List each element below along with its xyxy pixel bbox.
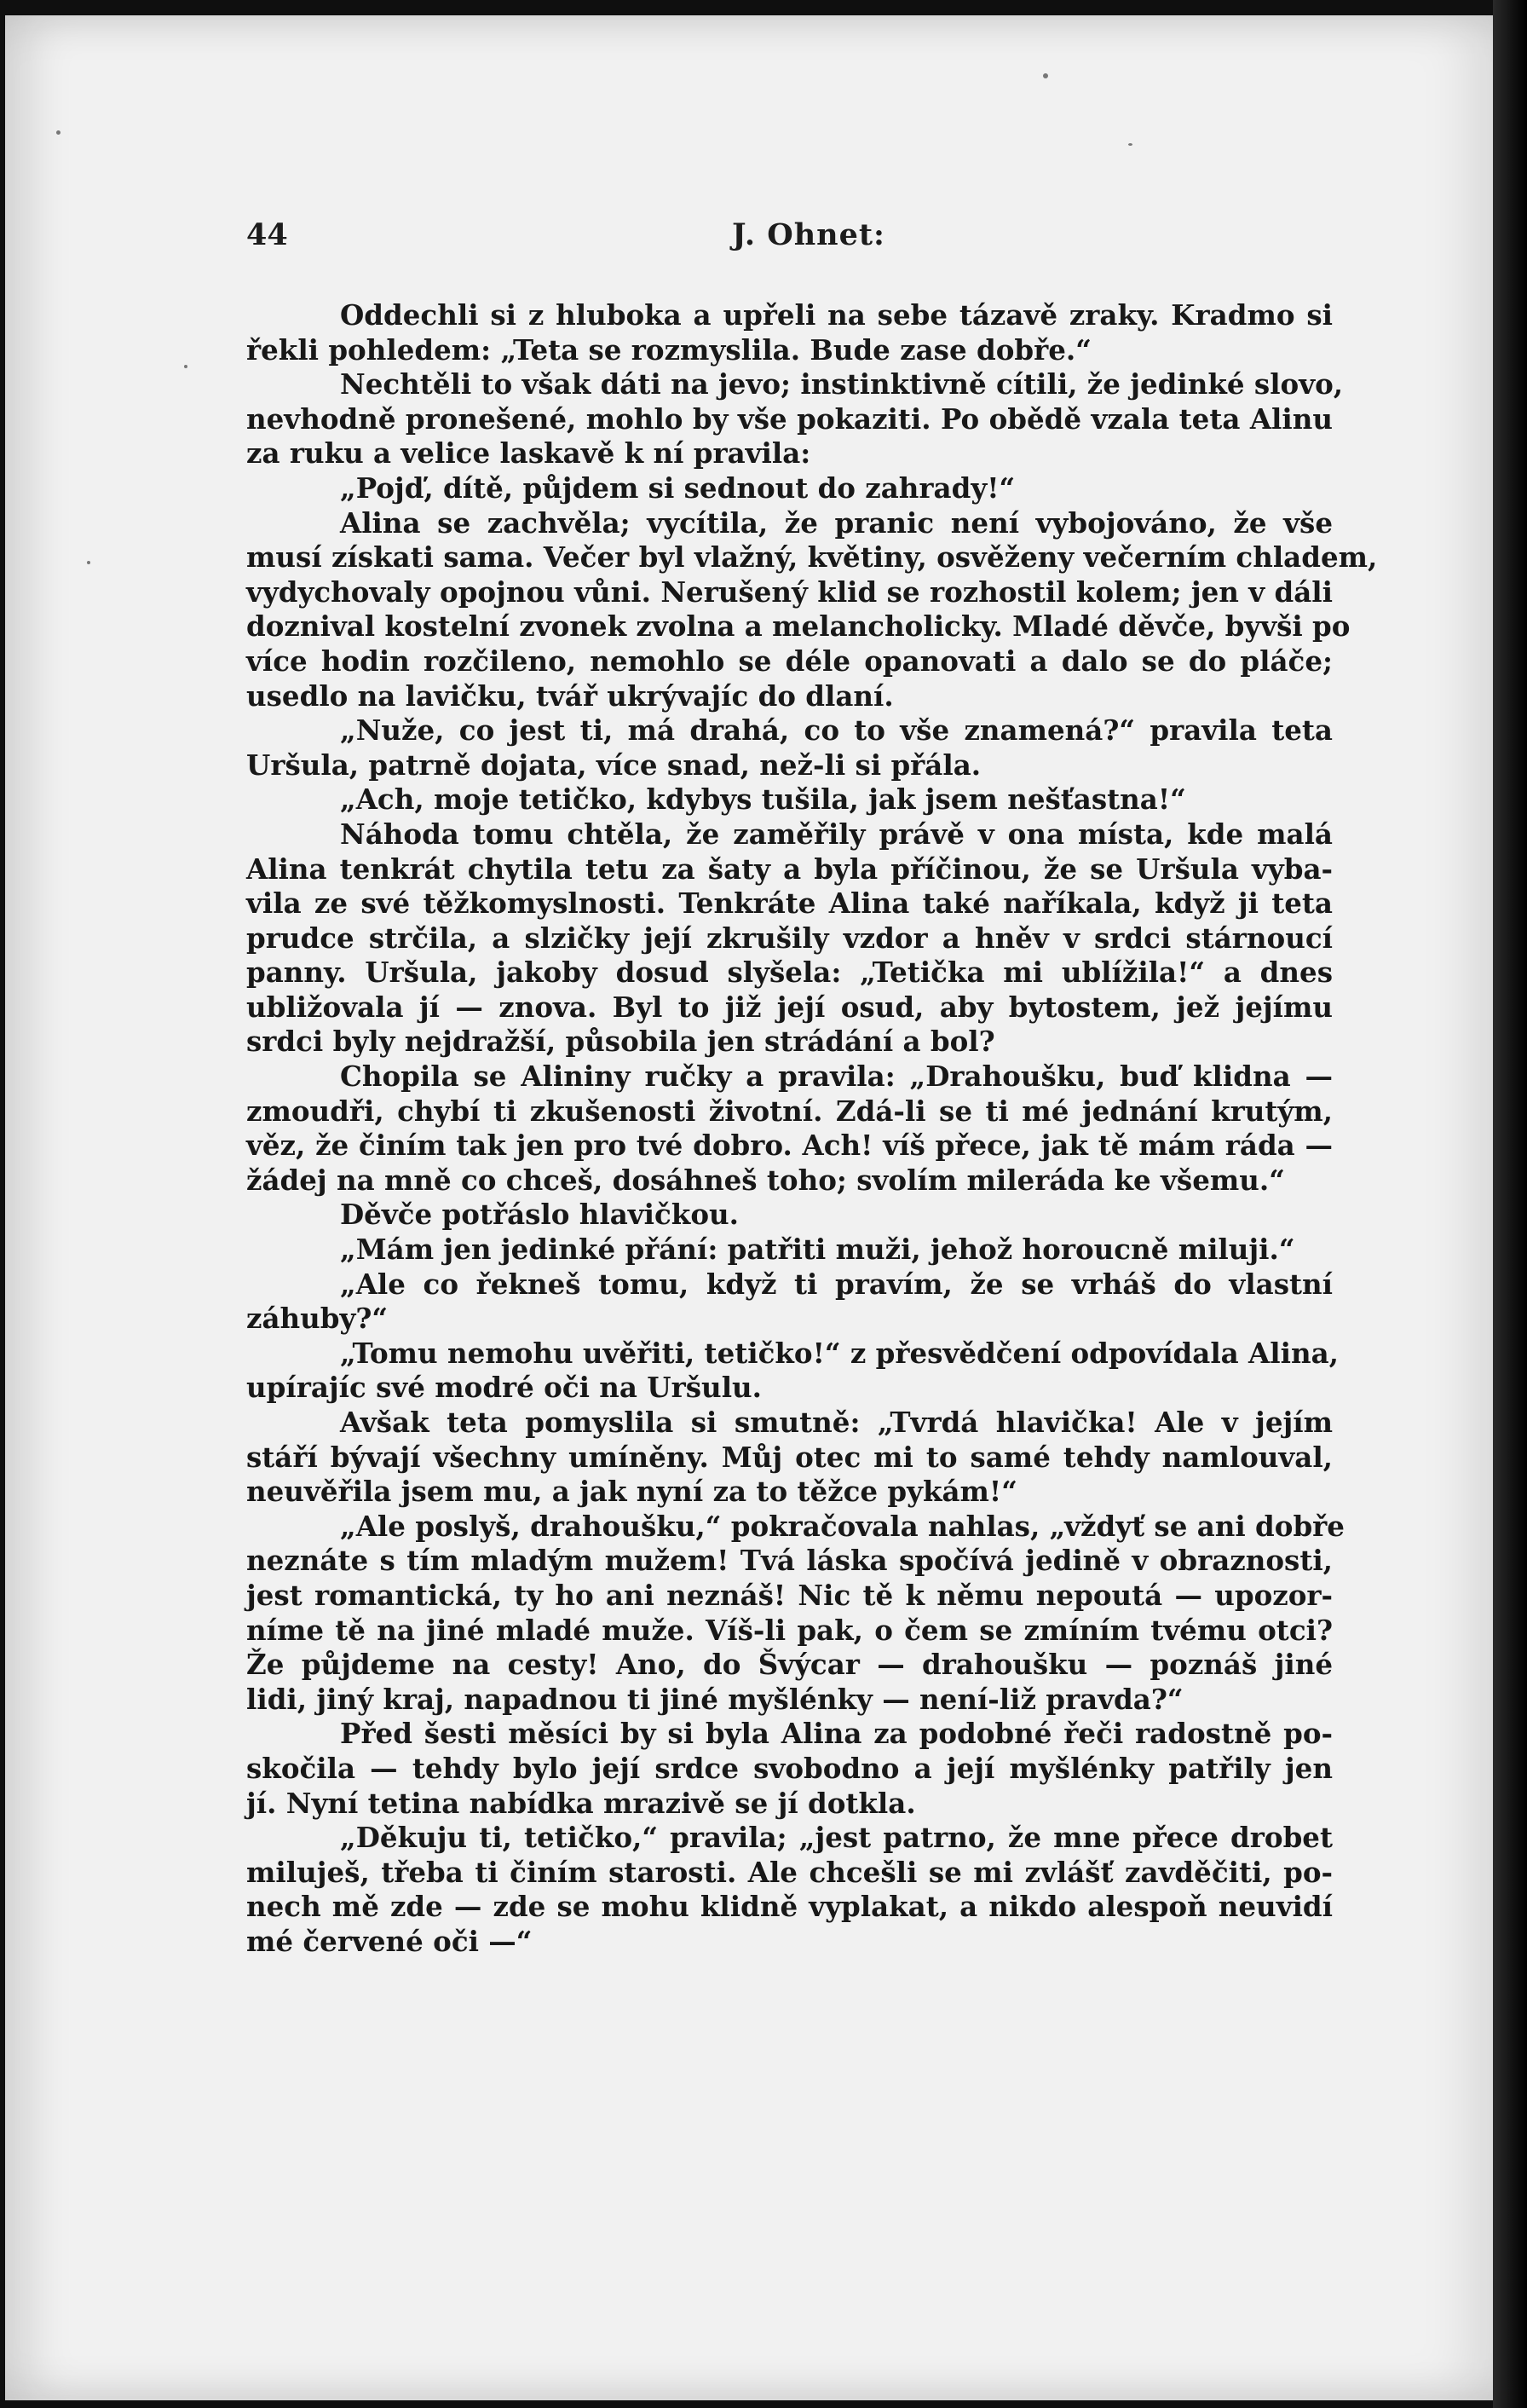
running-head: J. Ohnet:	[732, 217, 885, 252]
page-number: 44	[246, 217, 288, 252]
text-line: Alina tenkrát chytila tetu za šaty a byla příčinou, že se Uršula vyba-	[246, 852, 1333, 886]
text-line: lidi, jiný kraj, napadnou ti jiné myšlénky — není-liž pravda?“	[246, 1682, 1184, 1716]
text-line: panny. Uršula, jakoby dosud slyšela: „Tetička mi ublížila!“ a dnes	[246, 956, 1333, 990]
text-line: miluješ, třeba ti činím starosti. Ale chcešli se mi zvlášť zavděčiti, po-	[246, 1855, 1333, 1889]
text-line: musí získati sama. Večer byl vlažný, květiny, osvěženy večerním chladem,	[246, 540, 1378, 575]
text-line: Nechtěli to však dáti na jevo; instinktivně cítili, že jedinké slovo,	[340, 367, 1344, 401]
scan-speck	[184, 365, 187, 368]
scan-speck	[1043, 73, 1048, 78]
text-line: stáří bývají všechny umíněny. Můj otec mi to samé tehdy namlouval,	[246, 1440, 1333, 1474]
text-line: prudce strčila, a slzičky její zkrušily vzdor a hněv v srdci stárnoucí	[246, 921, 1333, 955]
text-line: vydychovaly opojnou vůni. Nerušený klid se rozhostil kolem; jen v dáli	[246, 575, 1333, 609]
text-line: Děvče potřáslo hlavičkou.	[340, 1198, 739, 1232]
text-line: mé červené oči —“	[246, 1924, 533, 1958]
body-text	[246, 298, 1378, 1960]
text-line: „Mám jen jedinké přání: patřiti muži, jehož horoucně miluji.“	[340, 1233, 1295, 1267]
text-line: Alina se zachvěla; vycítila, že pranic není vybojováno, že vše	[340, 505, 1333, 540]
text-line: věz, že činím tak jen pro tvé dobro. Ach! víš přece, jak tě mám ráda —	[246, 1129, 1333, 1163]
text-line: jí. Nyní tetina nabídka mrazivě se jí dotkla.	[246, 1786, 916, 1820]
text-line: neuvěřila jsem mu, a jak nyní za to těžce pykám!“	[246, 1475, 1017, 1509]
text-line: jest romantická, ty ho ani neznáš! Nic tě k němu nepoutá — upozor-	[246, 1578, 1333, 1612]
text-line: skočila — tehdy bylo její srdce svobodno a její myšlénky patřily jen	[246, 1751, 1333, 1785]
text-line: Před šesti měsíci by si byla Alina za podobné řeči radostně po-	[340, 1717, 1333, 1751]
text-line: Chopila se Alininy ručky a pravila: „Drahoušku, buď klidna —	[340, 1060, 1333, 1094]
text-line: níme tě na jiné mladé muže. Víš-li pak, o čem se zmíním tvému otci?	[246, 1613, 1333, 1647]
text-line: „Pojď, dítě, půjdem si sednout do zahrady!“	[340, 471, 1016, 505]
text-line: za ruku a velice laskavě k ní pravila:	[246, 436, 811, 471]
text-line: „Ale poslyš, drahoušku,“ pokračovala nahlas, „vždyť se ani dobře	[340, 1509, 1345, 1543]
scan-speck	[87, 561, 90, 564]
text-line: upírajíc své modré oči na Uršulu.	[246, 1371, 762, 1405]
text-line: „Ach, moje tetičko, kdybys tušila, jak jsem nešťastna!“	[340, 782, 1186, 817]
text-line: neznáte s tím mladým mužem! Tvá láska spočívá jedině v obraznosti,	[246, 1544, 1333, 1578]
text-line: žádej na mně co chceš, dosáhneš toho; svolím mileráda ke všemu.“	[246, 1163, 1285, 1197]
text-line: „Děkuju ti, tetičko,“ pravila; „jest patrno, že mne přece drobet	[340, 1821, 1333, 1855]
text-line: „Nuže, co jest ti, má drahá, co to vše znamená?“ pravila teta	[340, 713, 1333, 748]
text-line: Uršula, patrně dojata, více snad, než-li si přála.	[246, 748, 982, 782]
text-line: „Tomu nemohu uvěřiti, tetičko!“ z přesvědčení odpovídala Alina,	[340, 1336, 1339, 1370]
text-line: „Ale co řekneš tomu, když ti pravím, že se vrháš do vlastní	[340, 1267, 1333, 1301]
text-line: záhuby?“	[246, 1302, 389, 1336]
text-line: více hodin rozčileno, nemohlo se déle opanovati a dalo se do pláče;	[246, 644, 1333, 678]
text-line: Avšak teta pomyslila si smutně: „Tvrdá hlavička! Ale v jejím	[340, 1406, 1333, 1439]
text-line: ubližovala jí — znova. Byl to již její osud, aby bytostem, jež jejímu	[246, 990, 1333, 1024]
text-line: Náhoda tomu chtěla, že zaměřily právě v ona místa, kde malá	[340, 817, 1333, 851]
text-line: Oddechli si z hluboka a upřeli na sebe tázavě zraky. Kradmo si	[340, 298, 1333, 332]
scan-speck	[56, 130, 61, 135]
text-line: srdci byly nejdražší, působila jen strádání a bol?	[246, 1025, 995, 1059]
text-line: vila ze své těžkomyslnosti. Tenkráte Alina také naříkala, když ji teta	[246, 886, 1333, 921]
text-line: usedlo na lavičku, tvář ukrývajíc do dlaní.	[246, 679, 894, 713]
scan-speck	[1128, 143, 1132, 146]
page-header	[246, 217, 1333, 260]
text-line: zmoudři, chybí ti zkušenosti životní. Zdá-li se ti mé jednání krutým,	[246, 1094, 1333, 1128]
text-line: doznival kostelní zvonek zvolna a melancholicky. Mladé děvče, byvši po	[246, 609, 1351, 644]
text-line: Že půjdeme na cesty! Ano, do Švýcar — drahoušku — poznáš jiné	[246, 1648, 1333, 1682]
book-edge-shadow	[1493, 0, 1527, 2408]
text-line: nech mě zde — zde se mohu klidně vyplakat, a nikdo alespoň neuvidí	[246, 1890, 1333, 1924]
text-line: řekli pohledem: „Teta se rozmyslila. Bude zase dobře.“	[246, 332, 1092, 367]
text-line: nevhodně pronešené, mohlo by vše pokaziti. Po obědě vzala teta Alinu	[246, 401, 1333, 436]
